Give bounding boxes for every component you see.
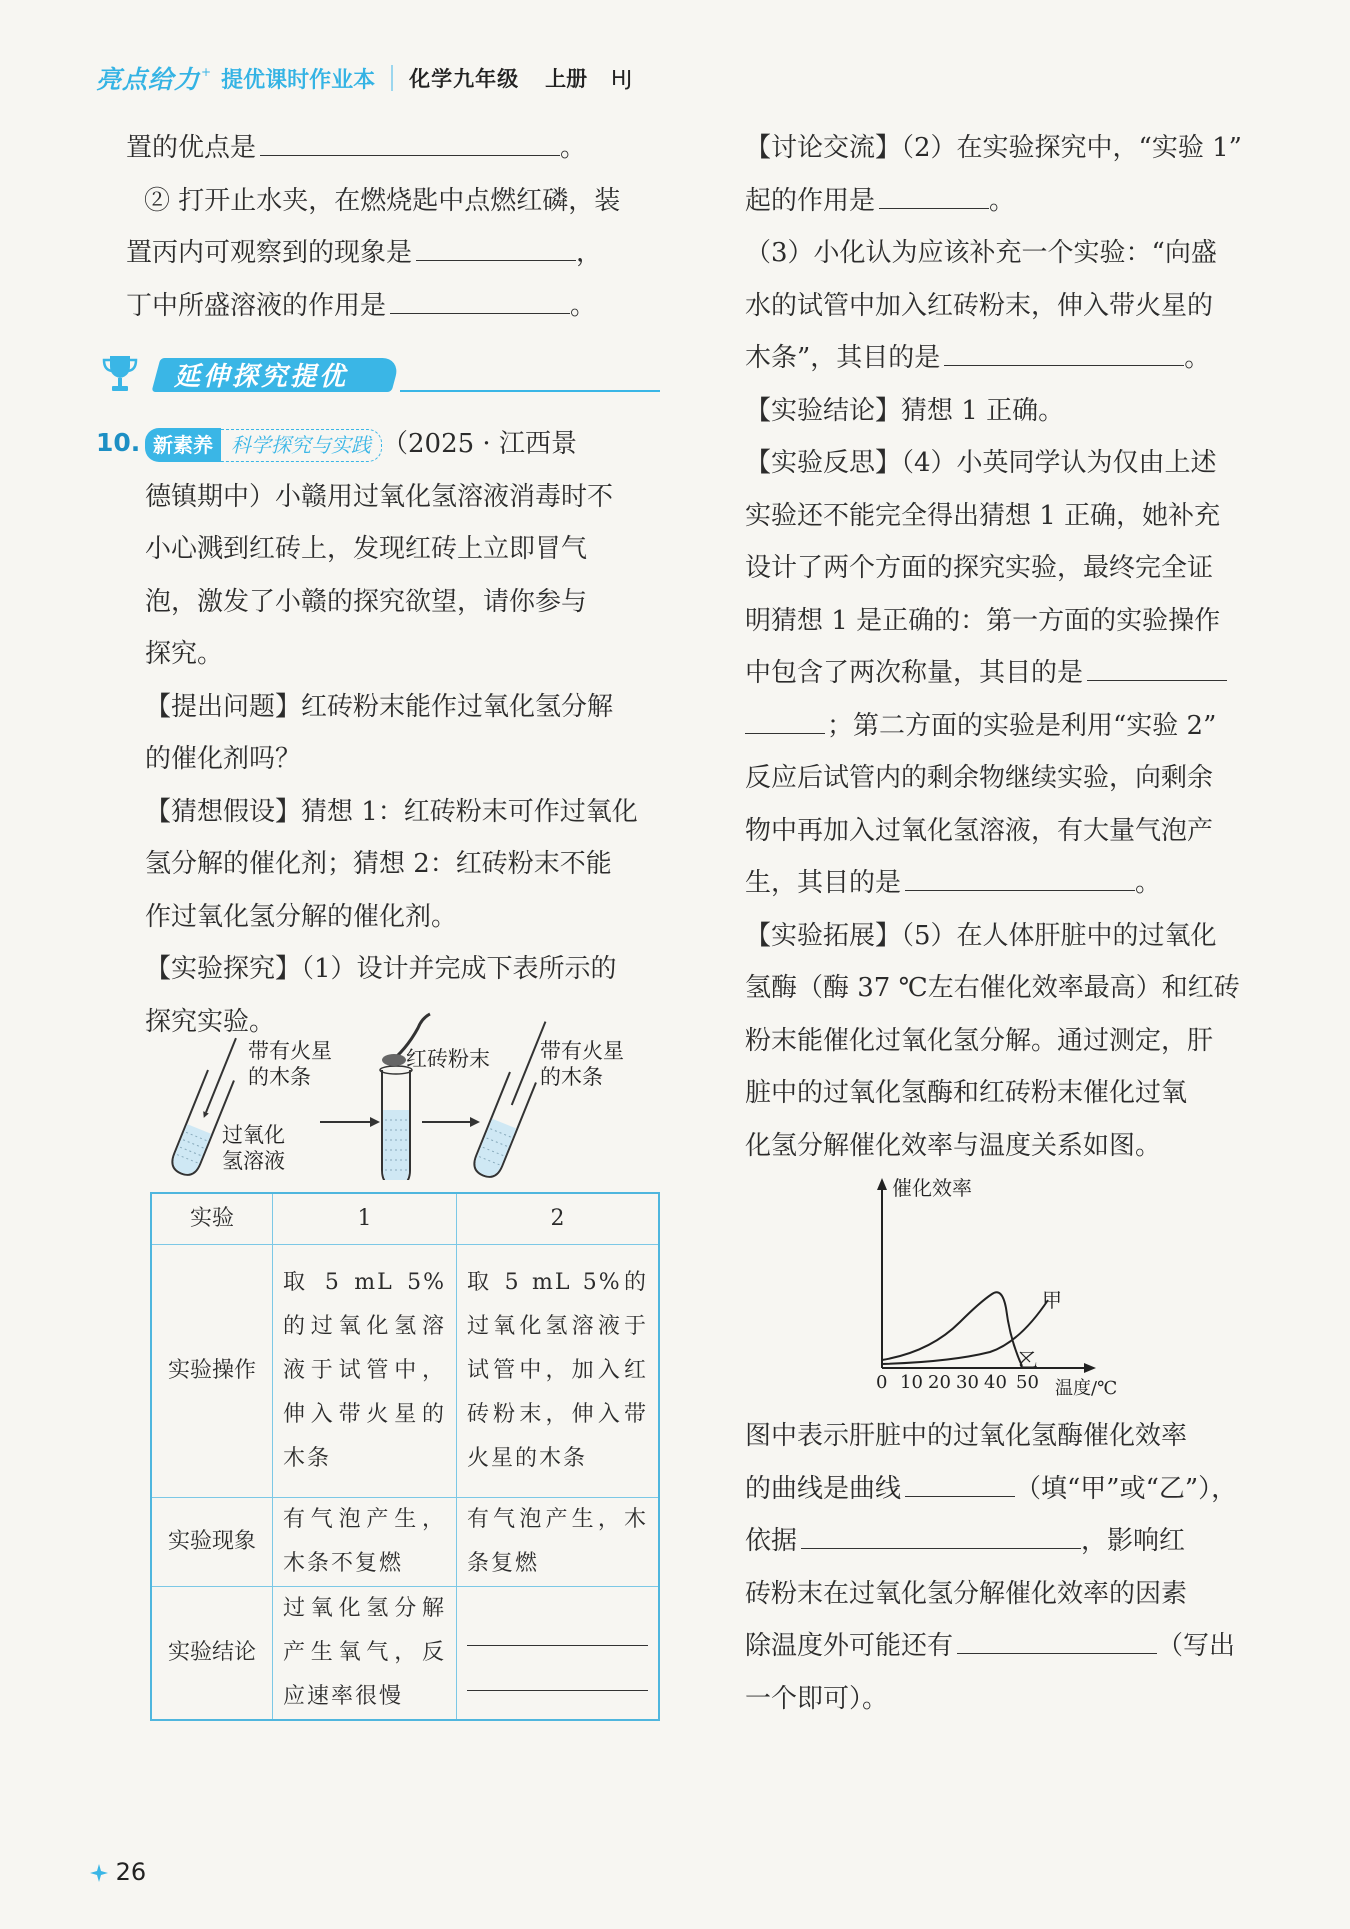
curve-label-yi: 乙 [1018,1348,1038,1372]
text-line: 泡，激发了小赣的探究欲望，请你参与 [145,586,588,617]
text-line: 【实验拓展】（5）在人体肝脏中的过氧化 [745,920,1217,951]
table-cell: 取 5 mL 5%的过氧化氢溶液于试管中，加入红砖粉末，伸入带火星的木条 [457,1245,660,1498]
tick-label: 0 [876,1372,888,1393]
row-label: 实验结论 [151,1587,273,1721]
text-line: 丁中所盛溶液的作用是 [126,290,387,321]
text-line: 【实验结论】猜想 1 正确。 [745,395,1065,426]
text-line: 依据 [745,1526,798,1556]
text-line: 砖粉末在过氧化氢分解催化效率的因素 [745,1578,1188,1609]
text-line: 德镇期中）小赣用过氧化氢溶液消毒时不 [145,481,614,512]
text-line: 木条”，其目的是 [745,343,941,373]
row-label: 实验操作 [151,1245,273,1498]
table-cell: 取 5 mL 5%的过氧化氢溶液于试管中，伸入带火星的木条 [273,1245,457,1498]
text-line: 脏中的过氧化氢酶和红砖粉末催化过氧 [745,1078,1188,1108]
brand-logo: 亮点给力 [96,65,201,94]
text-line: 探究实验。 [145,1006,276,1037]
text-line: 氢酶（酶 37 ℃左右催化效率最高）和红砖 [745,973,1240,1003]
label-glowing-splint: 带有火星 的木条 [248,1039,332,1089]
tick-label: 30 [956,1372,979,1393]
text-line: 明猜想 1 是正确的：第一方面的实验操作 [745,605,1221,636]
page-number: 26 [90,1858,146,1886]
text-line: 一个即可）。 [745,1683,889,1714]
table-row [151,1245,659,1498]
answer-blank[interactable] [467,1615,648,1646]
label-glowing-splint-2: 带有火星 的木条 [540,1039,624,1089]
text-line: 【实验反思】（4）小英同学认为仅由上述 [745,448,1217,478]
text-line: 图中表示肝脏中的过氧化氢酶催化效率 [745,1421,1188,1451]
table-cell: 有气泡产生，木条复燃 [457,1498,660,1587]
answer-blank[interactable] [745,703,825,734]
text-line: 探究。 [145,639,224,669]
text-line: 【提出问题】红砖粉末能作过氧化氢分解 [145,691,614,722]
text-line: ，影响红 [1081,1526,1186,1556]
answer-cell[interactable] [457,1587,660,1721]
table-header-cell: 实验 [151,1193,273,1245]
brand-plus-mark: + [201,65,212,79]
question-body [145,418,661,1048]
answer-blank[interactable] [905,860,1135,891]
experiment-apparatus [160,1010,680,1180]
answer-blank[interactable] [467,1660,648,1691]
text-line: 粉末能催化过氧化氢分解。通过测定，肝 [745,1025,1214,1056]
subject-grade: 化学九年级 [409,67,520,91]
answer-blank[interactable] [1087,650,1227,681]
text-line: 【讨论交流】（2）在实验探究中，“实验 1” [745,133,1242,163]
table-header-cell: 2 [457,1193,660,1245]
text-line: 置丙内可观察到的现象是 [126,238,413,268]
experiment-table [150,1192,660,1721]
text-line: 物中再加入过氧化氢溶液，有大量气泡产 [745,815,1214,846]
book-title: 提优课时作业本 [221,67,376,93]
text-line: 水的试管中加入红砖粉末，伸入带火星的 [745,290,1214,321]
right-column-bottom [745,1410,1265,1725]
graph-x-label: 温度/℃ [1055,1378,1118,1399]
text-line: 中包含了两次称量，其目的是 [745,658,1084,688]
answer-blank[interactable] [416,230,576,261]
right-column: 【讨论交流】（2）在实验探究中，“实验 1” 起的作用是 。 （3）小化认为应该补充一个实验：“向盛 水的试管中加入红砖粉末，伸入带火星的 木条”，其目的是 。 【实验结论】猜想 1 正确。 【实验反思】（4）小英同学认为仅由上述 实验还不能完全得出猜想 1 正确，她补充 设计了两个方面的探究实验，最终完全证 明猜想 1 是正确的：第一方面的实验操作 中包含了两次称量，其目的是 ；第二方面的实验是利用“实验 2” 反应后试管内的剩余物继续实验，向剩余 物中再加入过氧化氢溶液，有大量气泡产 生，其目的是 。 【实验拓展】（5）在人体肝脏中的过氧化 氢酶（酶 37 ℃左右催化效率最高）和红砖 粉末能催化过氧化氢分解。通过测定，肝 脏中的过氧化氢酶和红砖粉末催化过氧 化氢分解催化效率与温度关系如图。 [745,133,1242,1161]
volume: 上册 [545,67,588,91]
answer-blank[interactable] [390,283,570,314]
table-cell: 有气泡产生，木条不复燃 [273,1498,457,1587]
text-line: 反应后试管内的剩余物继续实验，向剩余 [745,763,1214,793]
tick-label: 40 [984,1372,1007,1393]
section-banner [100,352,660,396]
trophy-icon [100,352,140,396]
answer-blank[interactable] [957,1623,1157,1654]
text-line: 小心溅到红砖上，发现红砖上立即冒气 [145,534,588,564]
table-header-row [151,1193,659,1245]
text-line: 生，其目的是 [745,868,902,898]
text-line: 氢分解的催化剂；猜想 2：红砖粉末不能 [145,849,612,879]
section-title: 延伸探究提优 [174,362,349,392]
label-hydrogen-peroxide: 过氧化 氢溶液 [222,1123,285,1173]
tick-label: 50 [1016,1372,1039,1393]
text-line: 设计了两个方面的探究实验，最终完全证 [745,553,1214,583]
curve-label-jia: 甲 [1042,1288,1062,1312]
text-line: 除温度外可能还有 [745,1631,954,1661]
text-line: 化氢分解催化效率与温度关系如图。 [745,1130,1162,1161]
text-line: （填“甲”或“乙”）， [1015,1473,1238,1504]
text-line: 的曲线是曲线 [745,1473,902,1504]
answer-blank[interactable] [801,1518,1081,1549]
page-header [96,58,632,98]
catalysis-graph [870,1172,1160,1402]
table-row [151,1498,659,1587]
text-line: 实验还不能完全得出猜想 1 正确，她补充 [745,500,1221,531]
table-row [151,1587,659,1721]
label-brick-powder: 红砖粉末 [406,1047,490,1071]
text-line: （写出 [1157,1631,1236,1661]
curve-jia [882,1292,1022,1366]
text-line: 起的作用是 [745,185,876,216]
text-line: 置的优点是 [126,133,257,163]
text-line: 【猜想假设】猜想 1：红砖粉末可作过氧化 [145,796,638,827]
left-column-top: 置的优点是 。 ② 打开止水夹，在燃烧匙中点燃红磷，装 置丙内可观察到的现象是 ， 丁中所盛溶液的作用是 。 [126,122,661,332]
table-cell: 过氧化氢分解产生氧气，反应速率很慢 [273,1587,457,1721]
text-line: ② 打开止水夹，在燃烧匙中点燃红磷，装 [144,185,621,216]
graph-y-label: 催化效率 [892,1176,972,1200]
sparkle-icon [90,1864,108,1882]
question-number: 10. [96,428,141,457]
question-source: （2025 · 江西景 [382,429,577,459]
answer-blank[interactable] [905,1466,1015,1497]
text-line: （3）小化认为应该补充一个实验：“向盛 [745,238,1217,268]
answer-blank[interactable] [944,335,1184,366]
tag-science-inquiry: 科学探究与实践 [221,429,382,462]
edition-version: HJ [611,66,633,90]
header-divider [391,65,393,91]
text-line: 【实验探究】（1）设计并完成下表所示的 [145,954,617,984]
row-label: 实验现象 [151,1498,273,1587]
answer-blank[interactable] [260,125,560,156]
text-line: 的催化剂吗？ [145,744,302,774]
tag-new-literacy: 新素养 [145,428,221,462]
table-header-cell: 1 [273,1193,457,1245]
graph-svg [870,1172,1160,1402]
banner-underline [400,390,660,392]
text-line: ；第二方面的实验是利用“实验 2” [827,710,1217,741]
tick-label: 20 [928,1372,951,1393]
answer-blank[interactable] [879,178,989,209]
text-line: 作过氧化氢分解的催化剂。 [145,901,458,932]
tick-label: 10 [900,1372,923,1393]
